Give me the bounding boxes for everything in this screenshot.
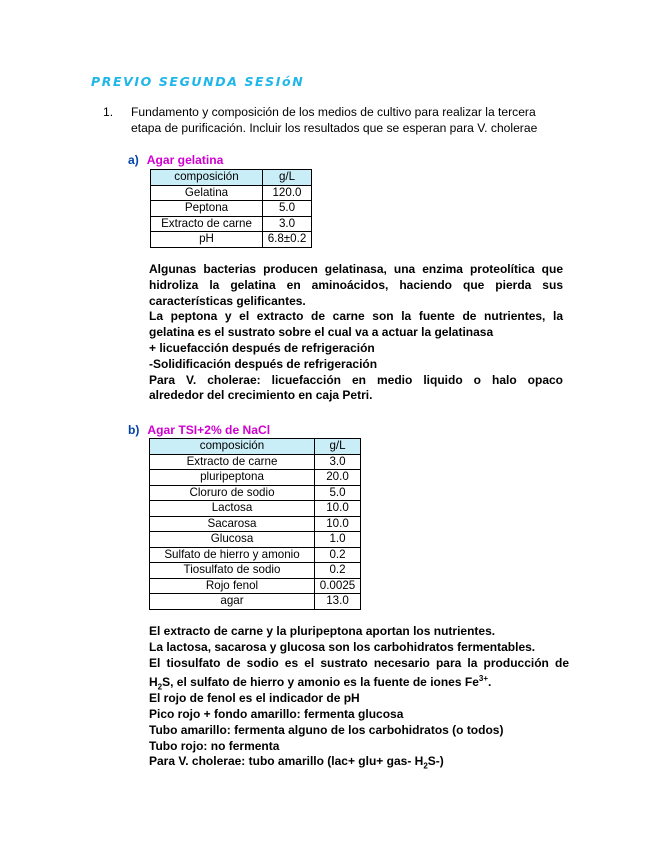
paragraph-line: $H_2S$, el sulfato de hierro y amonio es la fuente de iones $Fe^{3+}$. — [149, 674, 492, 692]
table-cell: agar — [150, 594, 315, 610]
table-header-row — [150, 439, 361, 455]
table-cell: 20.0 — [315, 470, 361, 486]
table-cell: 13.0 — [315, 594, 361, 610]
paragraph-line: Tubo amarillo: fermenta alguno de los carbohidratos (o todos) — [149, 722, 504, 737]
table-cell: Glucosa — [150, 532, 315, 548]
table-cell: Tiosulfato de sodio — [150, 563, 315, 579]
table-cell: Gelatina — [151, 185, 263, 201]
paragraph-line: Para V. cholerae: tubo amarillo (lac+ glu+ gas- $H_2S-$) — [149, 754, 444, 771]
table-cell: 5.0 — [315, 485, 361, 501]
table-row — [150, 501, 361, 517]
section-a-title: a) Agar gelatina — [128, 153, 224, 167]
section-b-title: b) Agar TSI+2% de NaCl — [128, 423, 271, 437]
table-cell: Sulfato de hierro y amonio — [150, 547, 315, 563]
paragraph-line: Pico rojo + fondo amarillo: fermenta glucosa — [149, 706, 404, 721]
item-number: 1. — [103, 105, 114, 119]
table-row — [150, 578, 361, 594]
table-row — [150, 485, 361, 501]
table-header-row — [151, 170, 312, 186]
table-row — [150, 516, 361, 532]
table-cell: 10.0 — [315, 501, 361, 517]
table-row — [150, 470, 361, 486]
tsi-description — [149, 624, 569, 770]
table-row — [151, 232, 312, 248]
table-cell: Peptona — [151, 201, 263, 217]
table-cell: 3.0 — [315, 454, 361, 470]
table-cell: Lactosa — [150, 501, 315, 517]
table-row — [150, 454, 361, 470]
table-row — [150, 532, 361, 548]
table-cell: 5.0 — [263, 201, 312, 217]
paragraph-line: El tiosulfato de sodio es el sustrato necesario para la producción de — [149, 655, 569, 670]
paragraph-line: alrededor del crecimiento en caja Petri. — [149, 388, 373, 403]
paragraph-line: características gelificantes. — [149, 293, 306, 308]
column-header-composicion: composición — [150, 439, 315, 455]
table-cell: Extracto de carne — [151, 216, 263, 232]
table-cell: Sacarosa — [150, 516, 315, 532]
paragraph-line: Para V. cholerae: licuefacción en medio liquido o halo opaco — [149, 372, 563, 387]
paragraph-line: La lactosa, sacarosa y glucosa son los carbohidratos fermentables. — [149, 639, 536, 654]
paragraph-line: Tubo rojo: no fermenta — [149, 738, 280, 753]
tsi-composition-table — [149, 438, 361, 610]
paragraph-line: Algunas bacterias producen gelatinasa, una enzima proteolítica que — [149, 262, 563, 276]
item-text-line-2: etapa de purificación. Incluir los resultados que se esperan para V. cholerae — [131, 121, 538, 135]
paragraph-line: El rojo de fenol es el indicador de pH — [149, 691, 360, 706]
paragraph-line: gelatina es el sustrato sobre el cual va a actuar la gelatinasa — [149, 325, 494, 340]
table-cell: 0.2 — [315, 563, 361, 579]
table-row — [151, 185, 312, 201]
table-cell: Extracto de carne — [150, 454, 315, 470]
paragraph-line: -Solidificación después de refrigeración — [149, 356, 378, 371]
section-heading: PREVIO SEGUNDA SESIóN — [91, 74, 305, 89]
table-row — [150, 594, 361, 610]
table-cell: pH — [151, 232, 263, 248]
numbered-item — [103, 104, 573, 136]
table-cell: Cloruro de sodio — [150, 485, 315, 501]
table-cell: 1.0 — [315, 532, 361, 548]
paragraph-line: La peptona y el extracto de carne son la fuente de nutrientes, la — [149, 309, 563, 324]
column-header-composicion: composición — [151, 170, 263, 186]
table-cell: 3.0 — [263, 216, 312, 232]
paragraph-line: hidroliza la gelatina en aminoácidos, haciendo que pierda sus — [149, 277, 563, 292]
table-cell: 0.2 — [315, 547, 361, 563]
table-row — [151, 216, 312, 232]
table-row — [150, 563, 361, 579]
column-header-gl: g/L — [263, 170, 312, 186]
table-cell: 10.0 — [315, 516, 361, 532]
table-cell: 0.0025 — [315, 578, 361, 594]
table-cell: 120.0 — [263, 185, 312, 201]
table-row — [151, 201, 312, 217]
paragraph-line: + licuefacción después de refrigeración — [149, 340, 375, 355]
item-text-line-1: Fundamento y composición de los medios de cultivo para realizar la tercera — [131, 105, 536, 119]
column-header-gl: g/L — [315, 439, 361, 455]
table-cell: Rojo fenol — [150, 578, 315, 594]
gelatina-composition-table — [150, 169, 312, 248]
table-row — [150, 547, 361, 563]
table-cell: 6.8±0.2 — [263, 232, 312, 248]
table-cell: pluripeptona — [150, 470, 315, 486]
gelatina-description — [149, 262, 563, 404]
paragraph-line: El extracto de carne y la pluripeptona aportan los nutrientes. — [149, 624, 496, 638]
